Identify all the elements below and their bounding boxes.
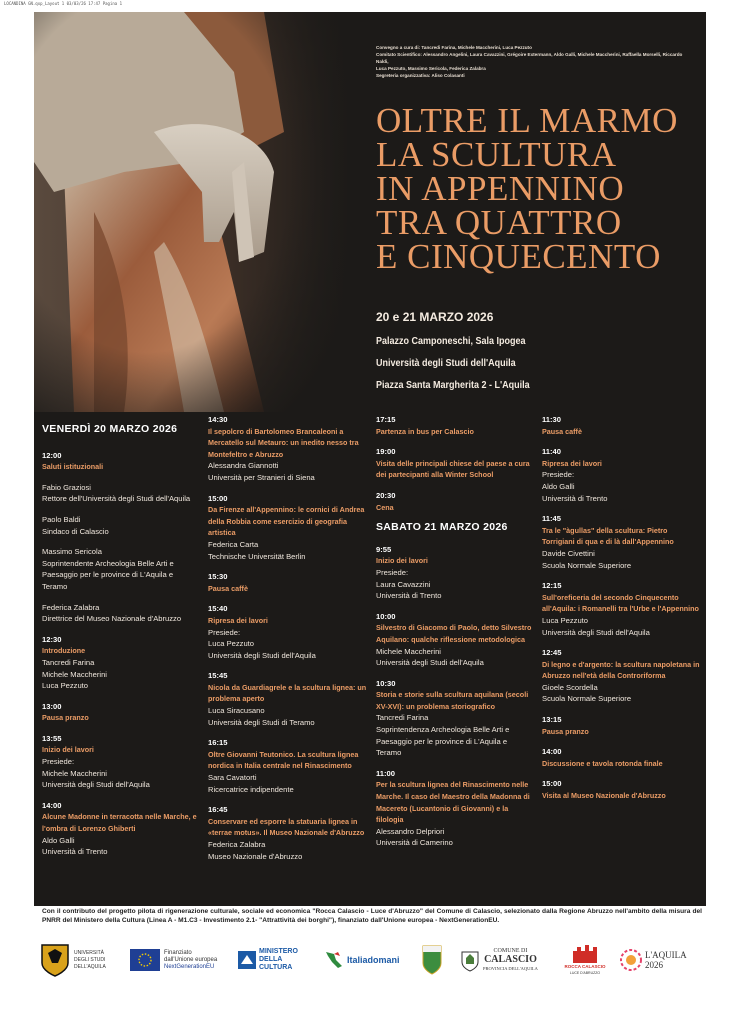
funding-note: Con il contributo del progetto pilota di rigenerazione culturale, sociale ed economica "Rocca Calascio - Luce d'Abruzzo" del Comune di Calascio, selezionato dalla Regione Abruzzo nell'ambito della misura del PNRR del Ministero della Cultura (Linea A - M1.C3 - Investimento 2.1- "Attrattività dei borghi"), finanziato dall'Unione europea - NextGenerationEU. [42,908,702,924]
event-speaker: Davide Civettini [542,548,595,558]
event-speaker [42,537,202,546]
committee-cont: Luca Pezzuto, Massimo Sericola, Federica Zalabra [376,66,486,71]
event-time: 16:45 [208,805,228,815]
event-speaker: Luca Pezzuto [208,639,255,649]
event-speaker: Università di Trento [42,847,108,857]
program-event [376,678,536,759]
event-title: Sull'oreficeria del secondo Cinquecento all'Aquila: i Romanelli tra l'Urbe e l'Appennino [542,592,699,614]
event-speaker: Tancredi Farina [376,713,429,723]
event-speaker: Presiede: [42,757,75,767]
day-heading: SABATO 21 MARZO 2026 [376,521,508,534]
rocca-text: ROCCA CALASCIO [564,964,606,969]
event-speaker: Direttrice del Museo Nazionale d'Abruzzo [42,614,182,624]
eu-logo [130,940,225,980]
comune-text: CALASCIO [484,954,537,965]
program-event [542,446,702,504]
program-event [208,603,368,661]
event-title: Pausa pranzo [542,726,589,736]
program-event [208,670,368,728]
program-event [376,490,536,513]
univaq-logo [40,940,115,980]
credits [376,44,696,79]
event-time: 19:00 [376,447,396,457]
program-event [42,733,202,791]
event-title: Pausa caffè [542,426,582,436]
comune-text: PROVINCIA DELL'AQUILA [483,966,538,971]
event-title: Inizio dei lavori [42,745,94,755]
event-speaker: Università degli Studi di Teramo [208,717,315,727]
program-event [208,571,368,594]
committee: Comitato Scientifico: Alessandro Angelini, Laura Cavazzini, Grégoire Extermann, Aldo Galli, Michele Maccherini, Raffaella Morselli, Riccardo Naldi, [376,52,683,64]
eu-text: Finanziato [164,949,192,956]
event-speaker [42,593,202,602]
italiadomani-label: Italiadomani [347,954,400,965]
event-title: Da Firenze all'Appennino: le cornici di Andrea della Robbia come esercizio di geografia artistica [208,505,365,538]
event-speaker: Michele Maccherini [42,669,107,679]
logo-bar [40,940,710,980]
program-event [376,414,536,437]
event-time: 13:15 [542,715,562,725]
event-speaker: Luca Pezzuto [542,615,589,625]
event-title: Il sepolcro di Bartolomeo Brancaleoni a Mercatello sul Metauro: un inedito nesso tra Montefeltro e Abruzzo [208,426,359,459]
mic-logo [238,940,308,980]
event-speaker: Università degli Studi dell'Aquila [42,780,150,790]
event-speaker: Teramo [376,748,402,758]
event-time: 15:40 [208,604,228,614]
aquila-text: 2026 [645,960,663,970]
event-time: 12:30 [42,634,62,644]
program-event [542,746,702,769]
program-col-3 [376,414,536,858]
program-event [542,647,702,705]
event-title: Discussione e tavola rotonda finale [542,758,663,768]
event-time: 11:45 [542,514,562,524]
aquila-text: L'AQUILA [645,950,687,960]
event-speaker: Massimo Sericola [42,547,102,557]
event-title: Introduzione [42,646,86,656]
eu-text: NextGenerationEU [164,963,215,970]
event-speaker: Sindaco di Calascio [42,526,109,536]
event-speaker: Soprintendente Archeologia Belle Arti e [42,558,174,568]
program-event [42,800,202,858]
event-title: Ripresa dei lavori [208,615,268,625]
program-event [42,634,202,692]
day-heading: VENERDÌ 20 MARZO 2026 [42,423,178,435]
event-title: Pausa pranzo [42,713,89,723]
event-speaker: Fabio Graziosi [42,482,91,492]
title-line: OLTRE IL MARMO [376,101,678,140]
event-speaker: Paesaggio per le province di L'Aquila e [376,736,508,746]
event-speaker: Presiede: [208,627,241,637]
program-col-2 [208,414,368,871]
event-speaker: Presiede: [542,470,575,480]
comune-text: COMUNE DI [493,948,528,954]
event-title: Ripresa dei lavori [542,458,602,468]
program-event [208,804,368,862]
eagle-shield-icon [40,943,70,977]
event-time: 13:55 [42,733,62,743]
program-event [208,493,368,563]
event-speaker: Luca Pezzuto [42,681,89,691]
italiadomani-logo [322,940,412,980]
event-time: 12:15 [542,581,562,591]
event-time: 13:00 [42,701,62,711]
event-speaker: Museo Nazionale d'Abruzzo [208,851,303,861]
event-title: Storia e storie sulla scultura aquilana (secoli XV-XVI): un problema storiografico [376,690,529,711]
event-speaker: Tancredi Farina [42,657,95,667]
region-shield-icon [422,945,442,975]
event-speaker: Paesaggio per le province di L'Aquila e [42,570,174,580]
mic-text: DELLA [259,956,283,963]
event-speaker: Paolo Baldi [42,514,81,524]
title-line: IN APPENNINO [376,169,625,208]
event-speaker: Presiede: [376,567,409,577]
event-title: Alcune Madonne in terracotta nelle Marche, e l'ombra di Lorenzo Ghiberti [42,812,197,834]
poster-panel [34,12,706,906]
event-speaker: Gioele Scordella [542,682,598,692]
event-speaker: Università per Stranieri di Siena [208,472,315,482]
event-time: 14:00 [542,747,562,757]
mic-text: MINISTERO [259,948,298,955]
event-time: 10:00 [376,611,396,621]
secretary: Segreteria organizzativa: Aliso Colasanti [376,73,465,78]
event-speaker: Michele Maccherini [376,646,441,656]
program-event [542,778,702,801]
event-time: 15:00 [208,493,228,503]
region-logo [422,940,442,980]
program-event [376,768,536,849]
event-time: 15:00 [542,779,562,789]
program-event [542,714,702,737]
event-title: Saluti istituzionali [42,462,104,472]
event-speaker: Laura Cavazzini [376,579,431,589]
mic-text: CULTURA [259,964,293,971]
main-title [376,101,678,276]
title-line: TRA QUATTRO [376,203,622,242]
event-speaker: Università di Camerino [376,838,453,848]
event-title: Nicola da Guardiagrele e la scultura lignea: un problema aperto [208,682,367,704]
program-event [542,513,702,571]
sculpture-photo [34,12,354,412]
event-title: Pausa caffè [208,583,248,593]
event-time: 10:30 [376,678,396,688]
event-time: 15:30 [208,572,228,582]
event-time: 15:45 [208,671,228,681]
event-title: Di legno e d'argento: la scultura napoletana in Abruzzo nell'età della Controriforma [542,659,700,681]
event-title: Visita al Museo Nazionale d'Abruzzo [542,791,666,801]
rocca-logo [560,940,610,980]
comune-logo [460,940,550,980]
rocca-text: LUCE D'ABRUZZO [569,971,601,975]
file-header: LOCANDINA GN.qxp_Layout 1 03/03/26 17:47 Pagina 1 [4,1,123,6]
event-speaker: Università di Trento [542,493,608,503]
program-event [542,580,702,638]
venue-line: Palazzo Camponeschi, Sala Ipogea [376,336,526,347]
event-time: 12:00 [42,450,62,460]
venue-block [376,310,547,402]
event-speaker: Università degli Studi dell'Aquila [542,627,650,637]
title-line: LA SCULTURA [376,135,617,174]
event-speaker: Università di Trento [376,591,442,601]
event-speaker [42,505,202,514]
program-event [208,737,368,795]
venue-line: Piazza Santa Margherita 2 - L'Aquila [376,380,530,391]
event-speaker: Scuola Normale Superiore [542,694,632,704]
event-dates: 20 e 21 MARZO 2026 [376,310,494,324]
program-event [376,611,536,669]
program-col-4 [542,414,702,811]
event-title: Partenza in bus per Calascio [376,426,474,436]
event-time: 17:15 [376,415,396,424]
title-line: E CINQUECENTO [376,237,661,276]
venue-line: Università degli Studi dell'Aquila [376,358,516,369]
event-time: 14:00 [42,800,62,810]
program-event [42,450,202,473]
event-time: 12:45 [542,648,562,658]
event-speaker: Università degli Studi dell'Aquila [376,658,484,668]
event-speaker: Luca Siracusano [208,706,265,716]
program-event [42,482,202,625]
event-time: 14:30 [208,415,228,424]
program-event [542,414,702,437]
program-event [42,701,202,724]
event-title: Tra le "àgullas" della scultura: Pietro Torrigiani di qua e di là dall'Appennino [542,525,674,547]
event-speaker: Technische Universität Berlin [208,551,306,561]
event-speaker: Rettore dell'Università degli Studi dell'Aquila [42,494,191,504]
event-speaker: Università degli Studi dell'Aquila [208,650,316,660]
curators: Convegno a cura di: Tancredi Farina, Michele Maccherini, Luca Pezzuto [376,45,532,50]
event-speaker: Aldo Galli [542,481,575,491]
event-speaker: Soprintendenza Archeologia Belle Arti e [376,725,510,735]
event-time: 20:30 [376,490,396,500]
ministry-icon [238,951,256,969]
italy-map-icon [322,950,344,970]
event-title: Per la scultura lignea del Rinascimento nelle Marche. Il caso del Maestro della Madonna di Macereto (Lucantonio di Giovanni) e la filologia [376,780,530,825]
event-speaker: Ricercatrice indipendente [208,784,294,794]
event-speaker: Teramo [42,581,68,591]
event-speaker: Federica Carta [208,539,259,549]
eu-text: dall'Unione europea [164,956,218,963]
event-speaker: Alessandro Delpriori [376,826,445,836]
event-time: 16:15 [208,738,228,748]
univaq-label: UNIVERSITÀ DEGLI STUDI DELL'AQUILA [74,949,106,970]
laquila2026-logo [620,940,710,980]
program-event [376,544,536,602]
event-speaker: Federica Zalabra [42,602,100,612]
event-title: Inizio dei lavori [376,556,428,566]
event-title: Cena [376,502,394,512]
event-title: Visita delle principali chiese del paese a cura dei partecipanti alla Winter School [376,458,530,480]
event-speaker: Aldo Galli [42,835,75,845]
eu-flag-icon [130,949,160,971]
event-title: Conservare ed esporre la statuaria lignea in «terrae motus». Il Museo Nazionale d'Abruzzo [208,816,365,838]
event-time: 9:55 [376,544,392,554]
event-title: Oltre Giovanni Teutonico. La scultura lignea nordica in Italia centrale nel Rinascimento [208,749,359,771]
event-speaker: Scuola Normale Superiore [542,560,632,570]
program-event [208,414,368,484]
capital-culture-icon [620,949,642,971]
program-col-1 [42,412,202,867]
event-time: 11:00 [376,768,396,778]
comune-crest-icon [460,948,480,972]
event-time: 11:30 [542,415,562,424]
castle-icon [571,943,599,963]
program-event [376,446,536,481]
event-time: 11:40 [542,447,562,457]
event-speaker: Michele Maccherini [42,768,107,778]
event-speaker: Federica Zalabra [208,840,266,849]
event-speaker: Sara Cavatorti [208,773,257,783]
event-speaker: Alessandra Giannotti [208,461,279,471]
event-title: Silvestro di Giacomo di Paolo, detto Silvestro Aquilano: qualche riflessione metodologica [376,623,532,644]
